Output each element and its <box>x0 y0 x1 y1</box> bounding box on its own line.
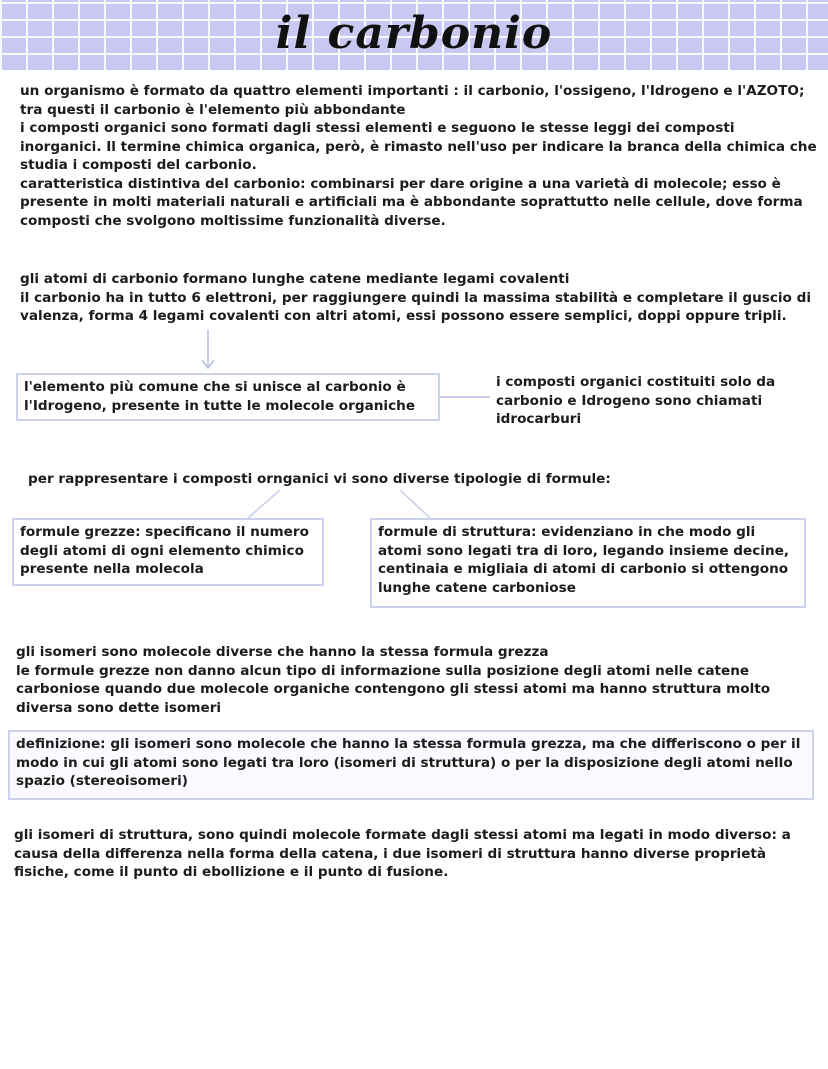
definition-box <box>8 730 814 800</box>
formulas-intro-text: per rappresentare i composti ornganici vi sono diverse tipologie di formule: <box>28 471 611 487</box>
chains-line-2: il carbonio ha in tutto 6 elettroni, per raggiungere quindi la massima stabilità e completare il guscio di valenza, forma 4 legami covalenti con altri atomi, essi possono essere semplici, doppi oppure tripli. <box>20 289 812 324</box>
structure-formula-box <box>370 518 806 608</box>
isomers-line-1: gli isomeri sono molecole diverse che hanno la stessa formula grezza <box>16 644 549 660</box>
isomers-section <box>16 643 816 717</box>
hydrocarbons-note <box>496 373 796 429</box>
intro-line-organic: i composti organici sono formati dagli stessi elementi e seguono le stesse leggi dei composti inorganici. Il termine chimica organica, però, è rimasto nell'uso per indicare la branca della chimica che studia i composti del carbonio. <box>20 120 817 173</box>
gross-formula-box <box>12 518 324 586</box>
structural-isomers-section <box>14 826 814 882</box>
structure-branch-line <box>400 490 430 518</box>
chains-line-1: gli atomi di carbonio formano lunghe catene mediante legami covalenti <box>20 271 570 287</box>
intro-line-characteristic: caratteristica distintiva del carbonio: combinarsi per dare origine a una varietà di molecole; esso è presente in molti materiali naturali e artificiali ma è abbondante soprattutto nelle cellule, dove forma composti che svolgono moltissime funzionalità diverse. <box>20 175 803 229</box>
structural-isomers-text: gli isomeri di struttura, sono quindi molecole formate dagli stessi atomi ma legati in modo diverso: a causa della differenza nella forma della catena, i due isomeri di struttura hanno diverse proprietà fisiche, come il punto di ebollizione e il punto di fusione. <box>14 827 791 880</box>
structure-formula-text: formule di struttura: evidenziano in che modo gli atomi sono legati tra di loro, legando insieme decine, centinaia e migliaia di atomi di carbonio si ottengono lunghe catene carboniose <box>378 524 790 596</box>
formulas-intro <box>28 470 808 489</box>
page-title: il carbonio <box>275 8 553 59</box>
intro-line-elements: un organismo è formato da quattro elementi importanti : il carbonio, l'ossigeno, l'Idrogeno e l'AZOTO; <box>20 83 805 99</box>
hydrogen-box-text: l'elemento più comune che si unisce al carbonio è l'Idrogeno, presente in tutte le molecole organiche <box>24 379 416 414</box>
hydrocarbons-text: i composti organici costituiti solo da carbonio e Idrogeno sono chiamati idrocarburi <box>496 374 776 427</box>
definition-text: definizione: gli isomeri sono molecole che hanno la stessa formula grezza, ma che differiscono o per il modo in cui gli atomi sono legati tra loro (isomeri di struttura) o per la disposizione degli atomi nello spazio (stereoisomeri) <box>16 736 801 789</box>
hydrogen-box <box>16 373 440 421</box>
intro-line-abundant: tra questi il carbonio è l'elemento più abbondante <box>20 101 406 118</box>
gross-branch-line <box>248 490 280 518</box>
gross-formula-text: formule grezze: specificano il numero degli atomi di ogni elemento chimico presente nella molecola <box>20 524 309 577</box>
isomers-line-2: le formule grezze non danno alcun tipo di informazione sulla posizione degli atomi nelle catene carboniose quando due molecole organiche contengono gli stessi atomi ma hanno struttura molto diversa sono dette isomeri <box>16 662 771 716</box>
